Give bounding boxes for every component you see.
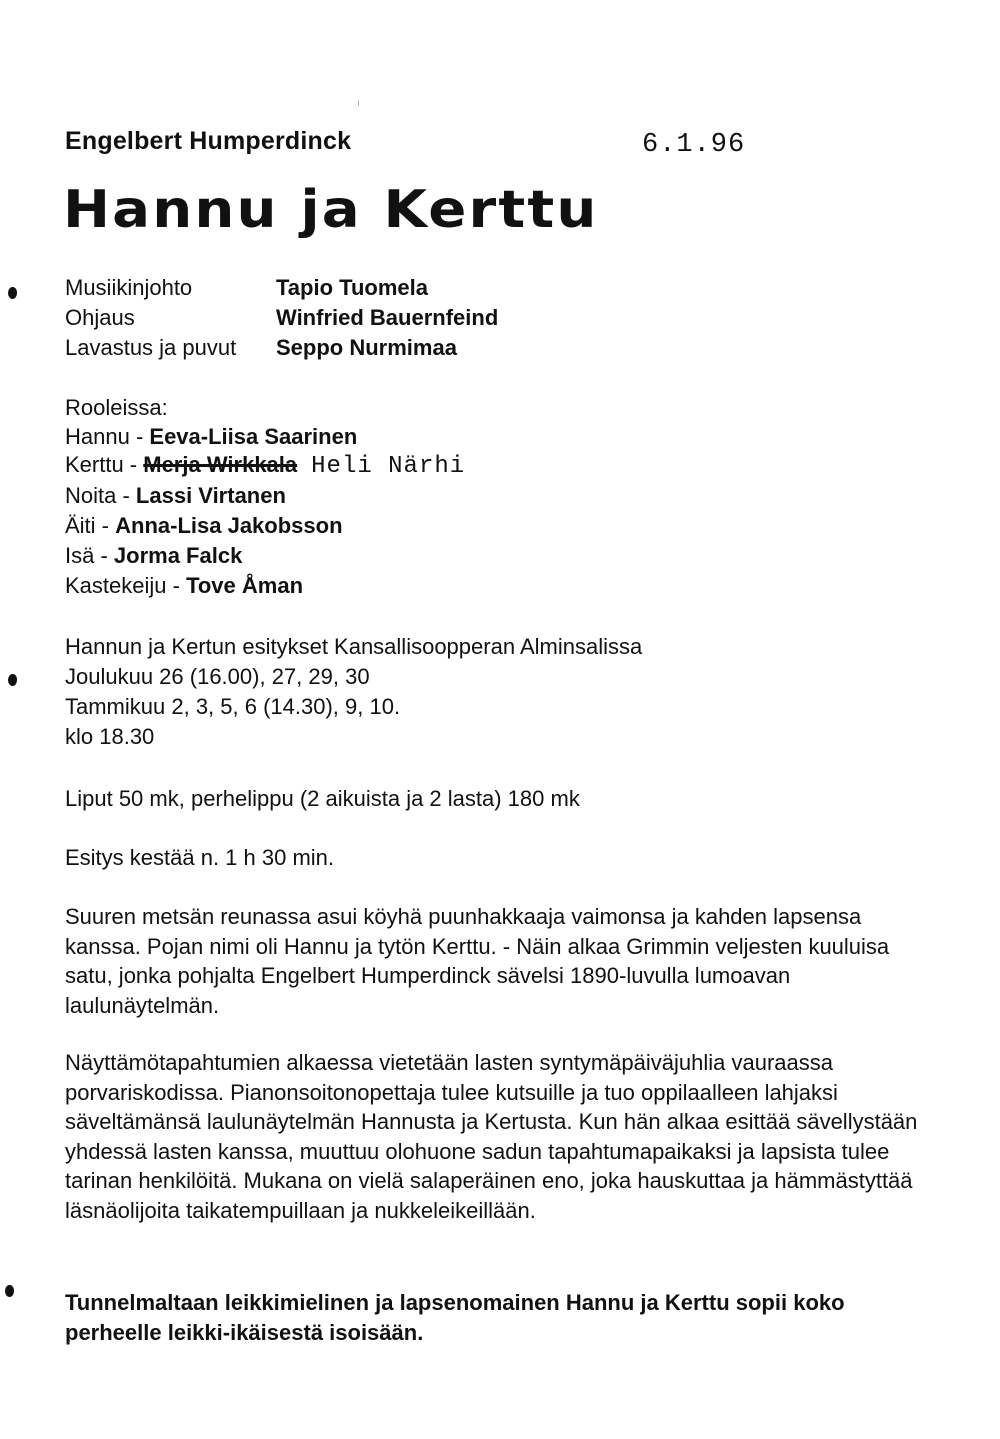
performances-january: Tammikuu 2, 3, 5, 6 (14.30), 9, 10. [65, 694, 401, 719]
struck-out-actor: Merja Wirkkala [143, 452, 298, 477]
closing-paragraph: Tunnelmaltaan leikkimielinen ja lapsenomainen Hannu ja Kerttu sopii koko perheelle leikki-ikäisestä isoisään. [65, 1290, 845, 1345]
performances-intro: Hannun ja Kertun esitykset Kansallisoopperan Alminsalissa [65, 634, 643, 659]
cast-role: Äiti - [65, 513, 116, 538]
bullet-mark [8, 287, 17, 299]
performances-time: klo 18.30 [65, 724, 155, 749]
cast-actor: Lassi Virtanen [135, 483, 286, 508]
ticket-prices: Liput 50 mk, perhelippu (2 aikuista ja 2 lasta) 180 mk [65, 786, 580, 811]
performances-december: Joulukuu 26 (16.00), 27, 29, 30 [65, 664, 370, 689]
bullet-mark [5, 1285, 14, 1297]
composer-name: Engelbert Humperdinck [65, 127, 352, 155]
cast-row-hannu [65, 424, 357, 450]
credit-role-music-director: Musiikinjohto [65, 275, 193, 300]
cast-role: Kerttu - [65, 452, 144, 477]
cast-row-noita [65, 483, 286, 509]
synopsis-paragraph-1: Suuren metsän reunassa asui köyhä puunhakkaaja vaimonsa ja kahden lapsensa kanssa. Pojan nimi oli Hannu ja tytön Kerttu. - Näin alkaa Grimmin veljesten kuuluisa satu, jonka pohjalta Engelbert Humperdinck sävelsi 1890-luvulla lumoavan laulunäytelmän. [65, 904, 890, 1018]
cast-row-isa [65, 543, 242, 569]
cast-actor: Anna-Lisa Jakobsson [115, 513, 343, 538]
cast-actor: Eeva-Liisa Saarinen [149, 424, 358, 449]
cast-role: Isä - [65, 543, 114, 568]
cast-role: Noita - [65, 483, 136, 508]
cast-row-kastekeiju [65, 573, 303, 599]
page-title: Hannu ja Kerttu [63, 180, 599, 240]
performance-duration: Esitys kestää n. 1 h 30 min. [65, 845, 335, 870]
cast-heading: Rooleissa: [65, 395, 168, 420]
credit-name-director: Winfried Bauernfeind [276, 305, 499, 330]
credit-role-director: Ohjaus [65, 305, 135, 330]
cast-row-aiti [65, 513, 343, 539]
synopsis-paragraph-2: Näyttämötapahtumien alkaessa vietetään lasten syntymäpäiväjuhlia vauraassa porvariskodissa. Pianonsoitonopettaja tulee kutsuille ja tuo oppilaalleen lahjaksi säveltämänsä laulunäytelmän Hannusta ja Kertusta. Kun hän alkaa esittää sävellystään yhdessä lasten kanssa, muuttuu olohuone sadun tapahtumapaikaksi ja lapsista tulee tarinan henkilöitä. Mukana on vielä salaperäinen eno, joka hauskuttaa ja hämmästyttää läsnäolijoita taikatempuillaan ja nukkeleikeillään. [65, 1050, 918, 1223]
cast-role: Hannu - [65, 424, 150, 449]
credit-name-set-costume: Seppo Nurmimaa [276, 335, 457, 360]
typed-replacement-actor: Heli Närhi [311, 453, 466, 480]
cast-actor: Jorma Falck [113, 543, 243, 568]
cast-role: Kastekeiju - [65, 573, 187, 598]
handwritten-date: 6.1.96 [642, 130, 746, 160]
credit-role-set-costume: Lavastus ja puvut [65, 335, 237, 360]
cast-actor: Tove Åman [186, 573, 304, 598]
cast-row-kerttu [65, 452, 465, 480]
bullet-mark [8, 674, 17, 686]
scan-speck [358, 100, 359, 106]
credit-name-music-director: Tapio Tuomela [276, 275, 428, 300]
